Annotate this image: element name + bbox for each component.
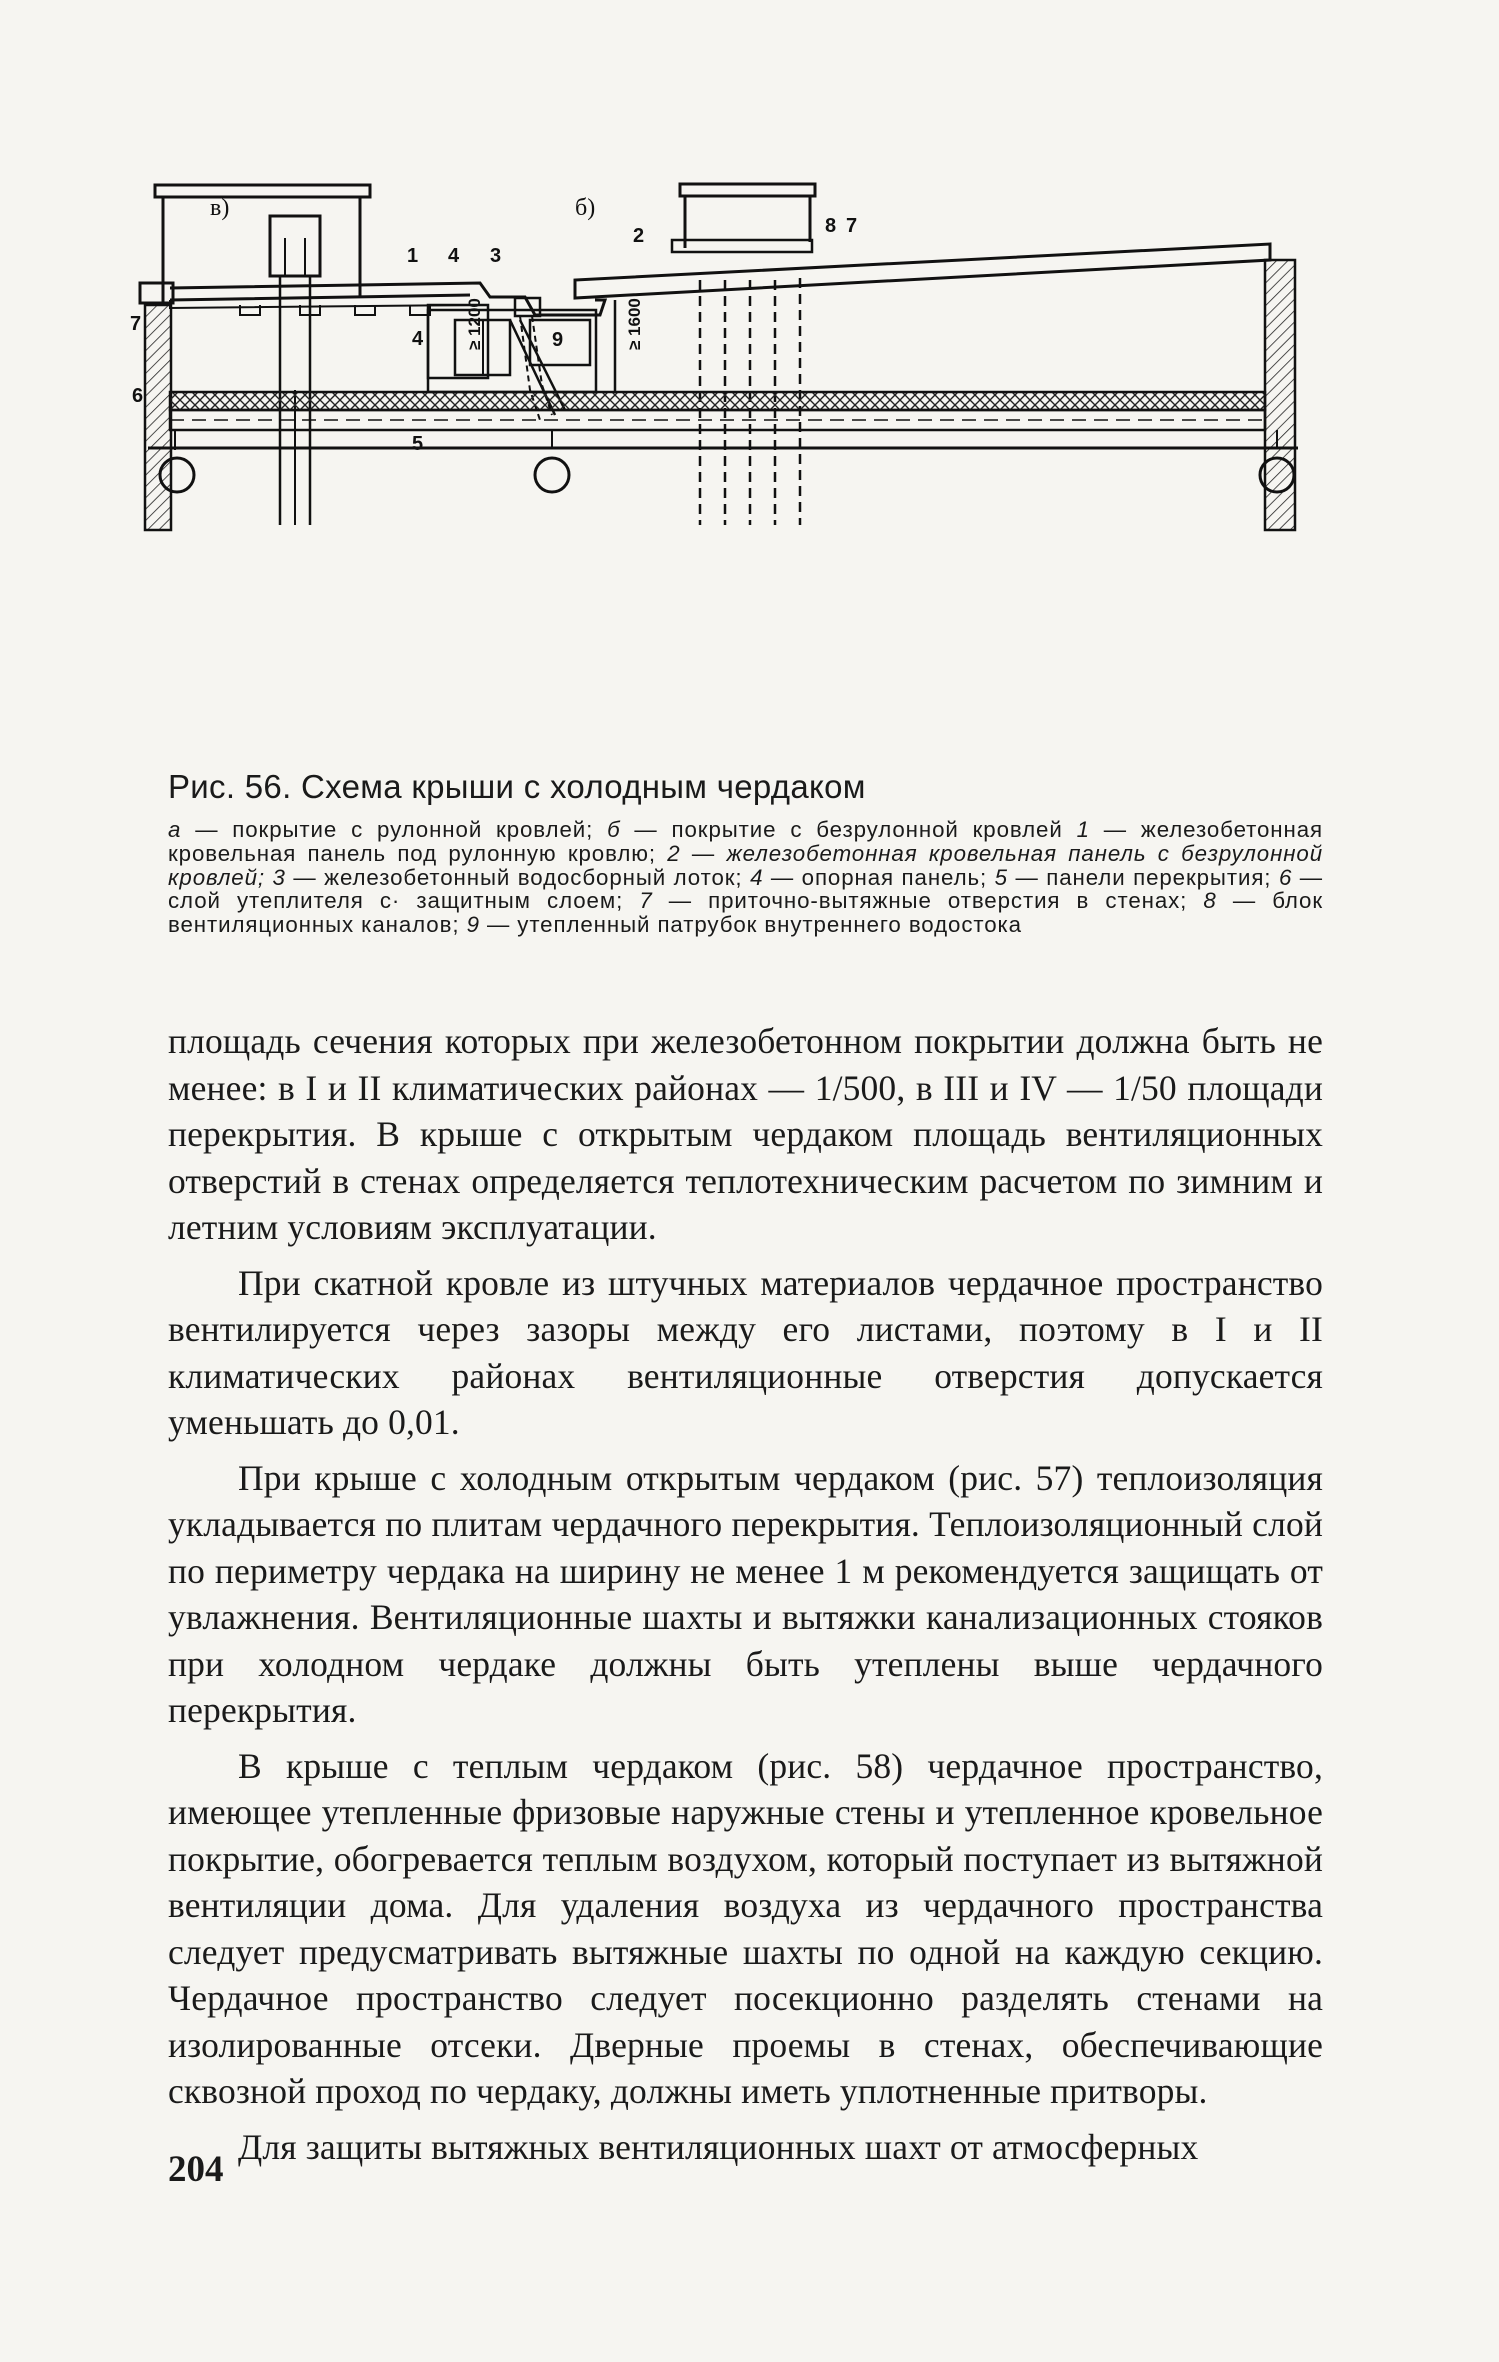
legend-item: 1 — железобетонная кровельная панель под рулонную кровлю; <box>168 817 1323 866</box>
panel-a-label: в) <box>210 195 230 221</box>
legend-item: 8 — блок вентиляционных каналов; <box>168 888 1323 938</box>
callout-2: 2 <box>633 225 645 247</box>
left-parapet-cap <box>140 283 173 303</box>
legend-item: а — покрытие с рулонной кровлей; <box>168 817 594 842</box>
body-text <box>168 1018 1323 2179</box>
figure-caption-title: Рис. 56. Схема крыши с холодным чердаком <box>168 768 866 805</box>
insulation-layer <box>170 392 1265 410</box>
legend-item: 6 — слой утеплителя с· защитным слоем; <box>168 864 1323 914</box>
roof-section-drawing <box>130 180 1380 740</box>
paragraph: При скатной кровле из штучных материалов чердачное пространство вентилируется через зазоры между его листами, поэтому в I и II климатических районах вентиляционные отверстия допускается уменьшать до 0,01. <box>168 1262 1323 1442</box>
dim-1200-label: ≥ 1200 <box>465 298 484 350</box>
legend-item: 3 — железобетонный водосборный лоток; <box>272 864 743 890</box>
roof-section-figure <box>130 180 1380 740</box>
legend-item: 5 — панели перекрытия; <box>994 864 1272 890</box>
legend-item: б — покрытие с безрулонной кровлей <box>607 817 1063 842</box>
legend-item: 9 — утепленный патрубок внутреннего водостока <box>466 912 1022 938</box>
paragraph: При крыше с холодным открытым чердаком (рис. 57) теплоизоляция укладывается по плитам чердачного перекрытия. Теплоизоляционный слой по периметру чердака на ширину не менее 1 м рекомендуется защищать от увлажнения. Вентиляционные шахты и вытяжки канализационных стояков при холодном чердаке должны быть утеплены выше чердачного перекрытия. <box>168 1457 1323 1730</box>
callout-4-side: 4 <box>412 328 424 350</box>
callout-9: 9 <box>552 329 564 351</box>
legend-item: 7 — приточно-вытяжные отверстия в стенах; <box>639 888 1188 914</box>
callout-3: 3 <box>490 245 502 267</box>
callout-7-right: 7 <box>846 215 858 237</box>
machine-room-roof <box>155 185 370 197</box>
right-machine-room-roof <box>680 184 815 196</box>
page-number: 204 <box>168 2149 224 2190</box>
axis-marker-middle <box>535 458 569 492</box>
legend-item: 4 — опорная панель; <box>750 864 988 890</box>
dim-1600-label: ≥ 1600 <box>625 298 644 350</box>
callout-6: 6 <box>132 385 144 407</box>
callout-8: 8 <box>825 215 837 237</box>
paragraph: Для защиты вытяжных вентиляционных шахт от атмосферных <box>238 2126 1199 2167</box>
paragraph: площадь сечения которых при железобетонном покрытии должна быть не менее: в I и II климатических районах — 1/500, в III и IV — 1/50 площади перекрытия. В крыше с открытым чердаком площадь вентиляционных отверстий в стенах определяется теплотехническим расчетом по зимним и летним условиям эксплуатации. <box>168 1021 1323 1247</box>
legend-item: 2 — железобетонная кровельная панель с безрулонной кровлей; <box>168 840 1324 890</box>
callout-1: 1 <box>407 245 419 267</box>
figure-caption-legend <box>168 818 1323 937</box>
vent-shaft-head <box>270 216 320 276</box>
callout-5: 5 <box>412 433 424 455</box>
paragraph: В крыше с теплым чердаком (рис. 58) чердачное пространство, имеющее утепленные фризовые наружные стены и утепленное кровельное покрытие, обогревается теплым воздухом, который поступает из вытяжной вентиляции дома. Для удаления воздуха из чердачного пространства следует предусматривать вытяжные шахты по одной на каждую секцию. Чердачное пространство следует посекционно разделять стенами на изолированные отсеки. Дверные проемы в стенах, обеспечивающие сквозной проход по чердаку, должны иметь уплотненные притворы. <box>168 1745 1323 2111</box>
left-exterior-wall <box>145 305 171 530</box>
callout-4-top: 4 <box>448 245 460 267</box>
panel-b-label: б) <box>575 195 596 221</box>
callout-7-left: 7 <box>130 313 142 335</box>
